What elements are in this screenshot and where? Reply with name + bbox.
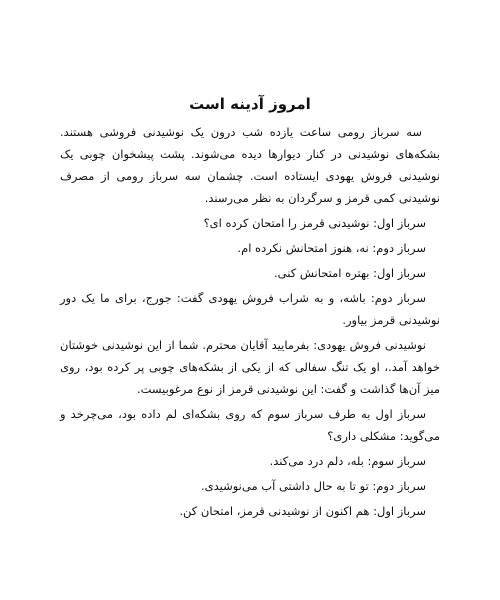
paragraph-dialogue: سرباز دوم: باشه، و به شراب فروش یهودی گفت: جورج، برای ما یک دور نوشیدنی قرمز بیاور. bbox=[60, 291, 440, 327]
document-title: امروز آدینه است bbox=[189, 95, 311, 113]
paragraph-dialogue: سرباز اول: بهتره امتحانش کنی. bbox=[274, 266, 426, 280]
document-body bbox=[60, 121, 440, 525]
paragraph-dialogue: سرباز اول: هم اکنون از نوشیدنی قرمز، امتحان کن. bbox=[179, 504, 426, 518]
paragraph-dialogue: سرباز اول به طرف سرباز سوم که روی بشکه‌ای لم داده بود، می‌چرخد و می‌گوید: مشکلی داری؟ bbox=[60, 407, 440, 443]
paragraph-dialogue: سرباز اول: نوشیدنی قرمز را امتحان کرده ای؟ bbox=[203, 216, 426, 230]
paragraph-dialogue: نوشیدنی فروش یهودی: بفرمایید آقایان محترم. شما از این نوشیدنی خوشتان خواهد آمد.، او یک تنگ سفالی که از یکی از بشکه‌های چوبی پر کرده بود، روی میز آن‌ها گذاشت و گفت: این نوشیدنی قرمز از نوع مرغوبیست. bbox=[60, 338, 440, 396]
paragraph-dialogue: سرباز دوم: نه، هنوز امتحانش نکرده ام. bbox=[237, 241, 426, 255]
paragraph-dialogue: سرباز دوم: تو تا به حال داشتی آب می‌نوشیدی. bbox=[200, 479, 426, 493]
paragraph-scene-description: سه سرباز رومی ساعت یازده شب درون یک نوشیدنی فروشی هستند. بشکه‌های نوشیدنی در کنار دیوارها دیده می‌شوند. پشت پیشخوان چوبی یک نوشیدنی فروش یهودی ایستاده است. چشمان سه سرباز رومی از مصرف نوشیدنی کمی قرمز و سرگردان به نظر می‌رسند. bbox=[60, 125, 440, 205]
paragraph-dialogue: سرباز سوم: بله، دلم درد می‌کند. bbox=[269, 454, 426, 468]
